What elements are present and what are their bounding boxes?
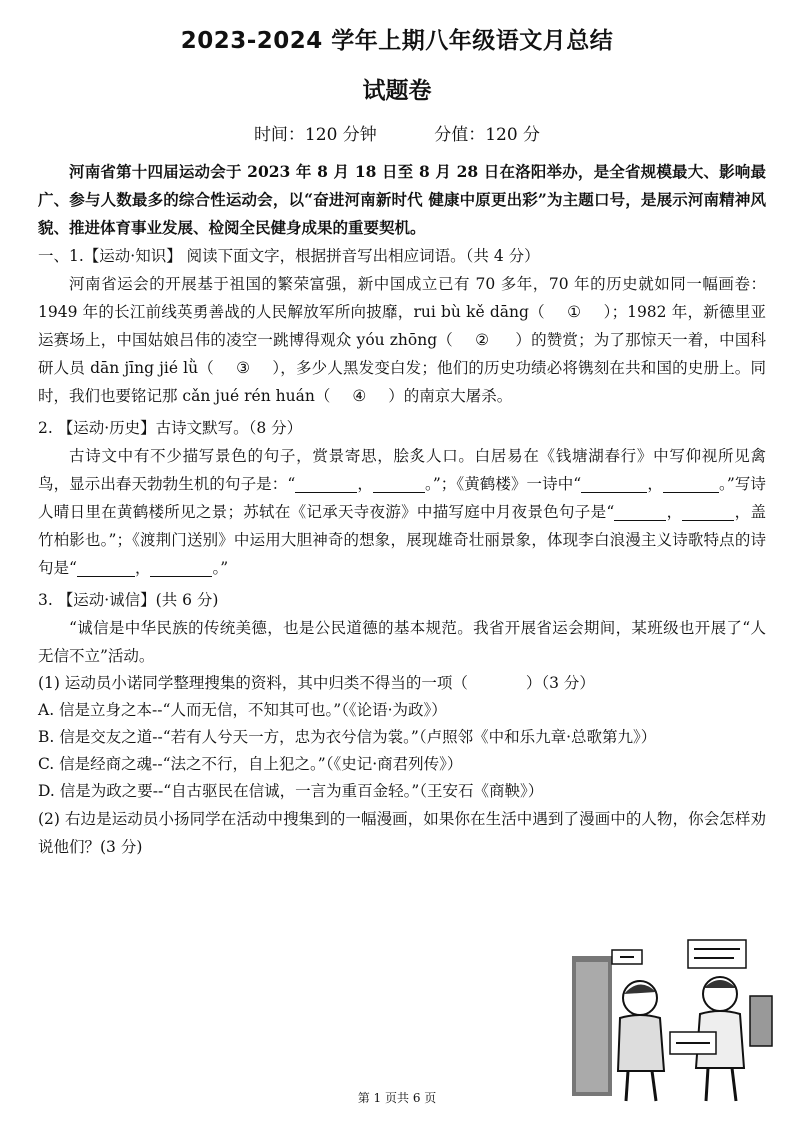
q1-text-5: ）的南京大屠杀。 [388,387,513,405]
q2-text-3: ”写诗人晴日里在黄鹤楼所见之景；苏轼在《记承天寺夜游》中描写庭中月夜景色句子是“ [38,475,766,521]
option-c: C. 信是经商之魂--“法之不行，自上犯之。”（《史记·商君列传》） [38,755,463,773]
q2-text-5: 。” [212,559,229,577]
cartoon-bag [750,996,772,1046]
cartoon-speech-bubble [688,940,746,968]
answer-blank[interactable] [150,558,212,577]
q1-text-2: ）；1982 年，新德里亚运赛场上，中国姑娘吕伟的凌空一跳博得观众 yóu zhōng（ [38,303,766,349]
q3-heading: 3. 【运动·诚信】(共 6 分) [38,591,219,609]
q1-text-3: ）的赞赏；为了那惊天一着，中国科研人员 dān jīng jié lǜ（ [38,331,766,377]
q2-text-1: 古诗文中有不少描写景色的句子，赏景寄思，脍炙人口。白居易在《钱塘湖春行》中写仰视所见禽鸟，显示出春天勃勃生机的句子是：“ [38,447,766,493]
exam-content [38,158,766,861]
page-number: 第 1 页共 6 页 [357,1091,437,1105]
q1-heading: 一、1.【运动·知识】 阅读下面文字，根据拼音写出相应词语。（共 4 分） [38,247,540,265]
q1-passage [38,270,766,410]
q3-sub1: (1) 运动员小诺同学整理搜集的资料，其中归类不得当的一项（ ）（3 分） [38,674,595,692]
exam-subtitle: 试题卷 [362,78,432,104]
cartoon-illustration [568,936,778,1106]
q2-text-2: ”；《黄鹤楼》一诗中“ [432,475,582,493]
option-d: D. 信是为政之要--“自古驱民在信诚，一言为重百金轻。”（王安石《商鞅》） [38,782,544,800]
exam-time: 时间：120 分钟 [253,125,377,145]
q2-heading: 2. 【运动·历史】古诗文默写。（8 分） [38,419,303,437]
q1-mark-4: ④ [352,387,367,405]
answer-blank[interactable] [663,474,719,493]
q2-passage: 古诗文中有不少描写景色的句子，赏景寄思，脍炙人口。白居易在《钱塘湖春行》中写仰视所见禽鸟，显示出春天勃勃生机的句子是：“ ， 。”；《黄鹤楼》一诗中“ ， 。”写诗人晴日里在黄鹤楼所见之景；苏轼在《记承天寺夜游》中描写庭中月夜景色句子是“ ， ，盖竹柏影也。”；《渡荆门送别》中运用大胆神奇的想象，展现雄奇壮丽景象，体现李白浪漫主义诗歌特点的诗句是“ ， 。” [38,447,766,577]
exam-title: 2023-2024 学年上期八年级语文月总结 [180,28,614,54]
option-b: B. 信是交友之道--“若有人兮天一方，忠为衣兮信为裳。”（卢照邻《中和乐九章·总歌第九》） [38,728,657,746]
q3-intro: “诚信是中华民族的传统美德，也是公民道德的基本规范。我省开展省运会期间，某班级也开展了“人无信不立”活动。 [38,619,766,665]
answer-blank[interactable] [614,502,666,521]
q2-text-4: ，盖竹柏影也。”；《渡荆门送别》中运用大胆神奇的想象，展现雄奇壮丽景象，体现李白浪漫主义诗歌特点的诗句是“ [38,503,766,577]
q1-text-4: ），多少人黑发变白发；他们的历史功绩必将镌刻在共和国的史册上。同时，我们也要铭记那 cǎn jué rén huán（ [38,359,766,405]
answer-blank[interactable] [295,474,357,493]
q1-mark-1: ① [566,303,582,321]
option-a: A. 信是立身之本--“人而无信，不知其可也。”（《论语·为政》） [38,701,447,719]
answer-blank[interactable] [682,502,734,521]
q3-sub2: (2) 右边是运动员小扬同学在活动中搜集到的一幅漫画，如果你在生活中遇到了漫画中的人物，你会怎样劝说他们？(3 分) [38,810,766,856]
answer-blank[interactable] [373,474,425,493]
q1-mark-3: ③ [235,359,251,377]
exam-meta [0,120,794,145]
intro-paragraph: 河南省第十四届运动会于 2023 年 8 月 18 日至 8 月 28 日在洛阳举办，是全省规模最大、影响最广、参与人数最多的综合性运动会，以“奋进河南新时代 健康中原更出彩”为主题口号，是展示河南精神风貌、推进体育事业发展、检阅全民健身成果的重要契机。 [38,162,766,237]
q1-mark-2: ② [474,331,490,349]
answer-blank[interactable] [581,474,647,493]
exam-score: 分值：120 分 [434,125,541,145]
cartoon-person-left-body [618,1015,664,1071]
cartoon-door-panel [576,962,608,1092]
answer-blank[interactable] [77,558,135,577]
q1-text-1: 河南省运会的开展基于祖国的繁荣富强，新中国成立已有 70 多年，70 年的历史就如同一幅画卷：1949 年的长江前线英勇善战的人民解放军所向披靡，rui bù kě dāng（ [38,275,766,321]
